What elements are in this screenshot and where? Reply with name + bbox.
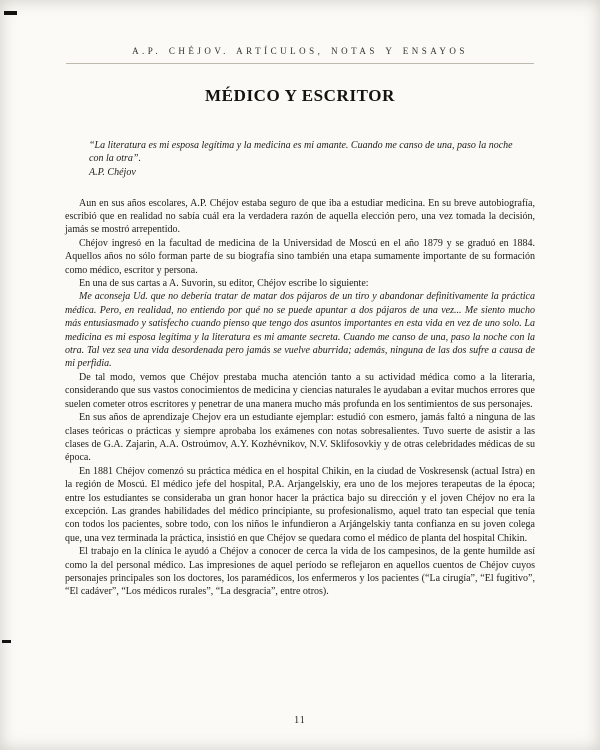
article-body: [65, 197, 535, 599]
epigraph-attribution: A.P. Chéjov: [89, 167, 136, 179]
paragraph-2: Chéjov ingresó en la facultad de medicina de la Universidad de Moscú en el año 1879 y se graduó en 1884. Aquellos años no sólo forman parte de su biografía sino también una etapa sumamente importante de su formación como médico, escritor y persona.: [65, 237, 535, 276]
paragraph-6: En 1881 Chéjov comenzó su práctica médica en el hospital Chikin, en la ciudad de Voskresensk (actual Istra) en la región de Moscú. El médico jefe del hospital, P.A. Arjangelskiy, era uno de los mejores terapeutas de la época; entre los estudiantes se consideraba un gran honor hacer la práctica bajo su dirección y el joven Chéjov no era la excepción. Las grandes habilidades del médico principiante, su profesionalismo, aquel trato tan especial que tenía con todos los pacientes, sobre todo, con los niños le infundieron a Arjángelskiy tanta confianza en su joven colega que, una vez terminada la práctica, insistió en que Chéjov se quedara como el médico de planta del hospital Chikin.: [65, 465, 535, 544]
paragraph-4: De tal modo, vemos que Chéjov prestaba mucha atención tanto a su actividad médica como a la literaria, considerando que sus vastos conocimientos de medicina y ciencias naturales le ayudaban a evitar muchos errores que suelen cometer otros escritores y penetrar de una manera mucho más profunda en los sentimientos de sus personajes.: [65, 371, 535, 410]
paragraph-1: Aun en sus años escolares, A.P. Chéjov estaba seguro de que iba a estudiar medicina. En su breve autobiografía, escribió que en realidad no sabía cuál era la verdadera razón de aquella elección pero, una vez tomada la decisión, jamás se mostró arrepentido.: [65, 197, 535, 236]
epigraph: [89, 139, 528, 180]
epigraph-quote: “La literatura es mi esposa legítima y la medicina es mi amante. Cuando me canso de una, paso la noche con la otra”.: [89, 140, 513, 165]
paragraph-3: En una de sus cartas a A. Suvorin, su editor, Chéjov escribe lo siguiente:: [79, 278, 369, 290]
paragraph-7: El trabajo en la clínica le ayudó a Chéjov a conocer de cerca la vida de los campesinos, de la gente humilde así como la del personal médico. Las impresiones de aquel período se reflejaron en aquellos cuentos de Chéjov cuyos personajes principales son los doctores, los paramédicos, los enfermeros y los pacientes (“La cirugía”, “El fugitivo”, “El cadáver”, “Los médicos rurales”, “La desgracia”, entre otros).: [65, 546, 535, 598]
scan-ink-mark-left-lower: [2, 640, 11, 643]
running-header-text: A.P. CHÉJOV. ARTÍCULOS, NOTAS Y ENSAYOS: [132, 46, 468, 56]
running-header: [0, 46, 600, 56]
paragraph-letter-quote: Me aconseja Ud. que no debería tratar de matar dos pájaros de un tiro y abandonar definitivamente la práctica médica. Pero, en realidad, no entiendo por qué no se puede apuntar a dos pájaros de una vez... Me siento mucho más entusiasmado y satisfecho cuando pienso que tengo dos asuntos importantes en esta vida en vez de uno solo. La medicina es mi esposa legítima y la literatura es mi amante secreta. Cuando me canso de una, paso la noche con la otra. Tal vez sea una vida desordenada pero jamás se vuelve aburrida; además, ninguna de las dos sufre a causa de mi perfidia.: [65, 291, 535, 370]
scan-ink-mark-top-left: [4, 11, 17, 15]
article-title: MÉDICO Y ESCRITOR: [205, 86, 395, 105]
paragraph-5: En sus años de aprendizaje Chejov era un estudiante ejemplar: estudió con esmero, jamás faltó a ninguna de las clases teóricas o prácticas y siempre aprobaba los exámenes con notas sobresalientes. Tuvo suerte de asistir a las clases de G.A. Zajarin, A.A. Ostroúmov, A.Y. Kozhévnikov, N.V. Sklifosovkiy y de otras celebridades médicas de su época.: [65, 412, 535, 464]
header-rule: [66, 63, 534, 64]
page-number: 11: [294, 715, 306, 726]
